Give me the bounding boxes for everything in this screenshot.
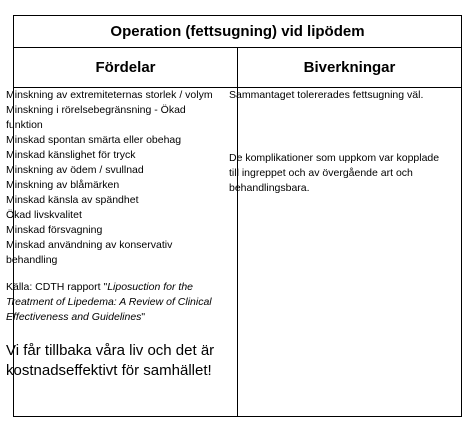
source-citation xyxy=(6,280,218,325)
side-effect-text: Sammantaget tolererades fettsugning väl. xyxy=(229,89,424,101)
benefit-item: Minskning av ödem / svullnad xyxy=(6,164,144,176)
benefits-list xyxy=(6,88,218,268)
benefit-item: Minskad känslighet för tryck xyxy=(6,149,136,161)
table-title: Operation (fettsugning) vid lipödem xyxy=(14,16,461,48)
benefit-item: Minskning av blåmärken xyxy=(6,179,120,191)
header-benefits: Fördelar xyxy=(95,59,156,76)
closing-statement: Vi får tillbaka våra liv och det är kostnadseffektivt för samhället! xyxy=(6,342,215,379)
header-side-effects: Biverkningar xyxy=(303,59,396,76)
benefit-item: Minskning i rörelsebegränsning - Ökad funktion xyxy=(6,104,186,131)
benefit-item: Minskad spontan smärta eller obehag xyxy=(6,134,182,146)
source-prefix: Källa: CDTH rapport " xyxy=(6,281,108,293)
benefit-item: Minskad känsla av spändhet xyxy=(6,194,139,206)
source-suffix: " xyxy=(141,311,146,323)
benefit-item: Ökad livskvalitet xyxy=(6,209,82,221)
benefit-item: Minskad försvagning xyxy=(6,224,103,236)
side-effect-text: De komplikationer som uppkom var kopplade till ingreppet och av övergående art och behandlingsbara. xyxy=(229,152,440,194)
benefit-item: Minskning av extremiteternas storlek / volym xyxy=(6,89,213,101)
side-effects-cell xyxy=(229,88,441,196)
benefit-item: Minskad användning av konservativ behandling xyxy=(6,239,173,266)
source-title: Liposuction for the Treatment of Lipedema: A Review of Clinical Effectiveness and Guidelines xyxy=(6,281,212,323)
benefits-cell xyxy=(6,88,218,381)
